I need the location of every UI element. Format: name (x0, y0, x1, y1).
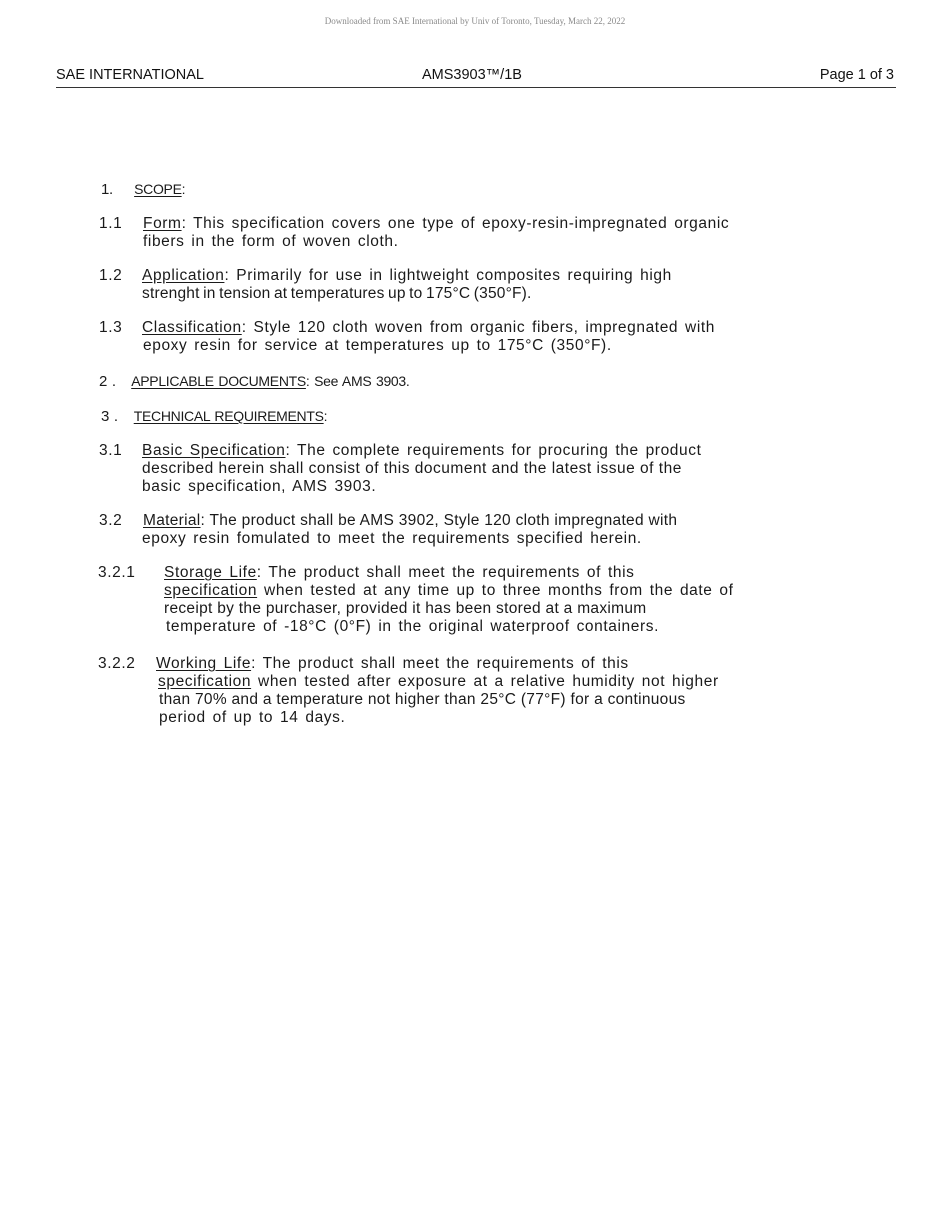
paragraph-number: 3.1 (99, 442, 123, 459)
paragraph-number: 1.1 (99, 215, 123, 232)
paragraph-line: than 70% and a temperature not higher than 25°C (77°F) for a continuous (159, 691, 686, 708)
paragraph-label: Classification (142, 319, 242, 336)
section-number: 2 . (99, 373, 116, 390)
organization-name: SAE INTERNATIONAL (56, 67, 204, 83)
paragraph-number: 1.3 (99, 319, 123, 336)
paragraph-number: 3.2.1 (98, 564, 136, 581)
section-3-heading (101, 407, 327, 426)
paragraph-line: : Primarily for use in lightweight composites requiring high (224, 267, 672, 284)
section-suffix: : See AMS 3903. (305, 373, 410, 389)
section-suffix: : (323, 408, 328, 424)
page-number: Page 1 of 3 (819, 67, 894, 83)
section-title: APPLICABLE DOCUMENTS (131, 373, 306, 389)
paragraph-line: when tested at any time up to three months from the date of (264, 582, 734, 599)
paragraph-line: epoxy resin for service at temperatures up to 175°C (350°F). (143, 337, 612, 354)
paragraph-line: described herein shall consist of this document and the latest issue of the (142, 460, 682, 477)
paragraph-label: Material (143, 512, 201, 529)
paragraph-label: Basic Specification (142, 442, 286, 459)
underlined-term: specification (158, 673, 252, 690)
paragraph-line: epoxy resin fomulated to meet the requirements specified herein. (142, 530, 642, 547)
paragraph-line: : Style 120 cloth woven from organic fibers, impregnated with (241, 319, 716, 336)
paragraph-label: Application (142, 267, 225, 284)
section-number: 1. (101, 181, 113, 198)
paragraph-line: basic specification, AMS 3903. (142, 478, 377, 495)
paragraph-label: Form (143, 215, 182, 232)
paragraph-line: : The product shall be AMS 3902, Style 120 cloth impregnated with (200, 512, 678, 529)
section-title: TECHNICAL REQUIREMENTS (133, 408, 324, 424)
paragraph-label: Working Life (156, 655, 252, 672)
paragraph-line: fibers in the form of woven cloth. (143, 233, 399, 250)
page-header (56, 67, 896, 88)
paragraph-line: when tested after exposure at a relative humidity not higher (258, 673, 719, 690)
paragraph-line: receipt by the purchaser, provided it has been stored at a maximum (164, 600, 647, 617)
paragraph-number: 1.2 (99, 267, 123, 284)
section-1-heading (101, 180, 185, 199)
paragraph-line: temperature of -18°C (0°F) in the original waterproof containers. (166, 618, 659, 635)
paragraph-line: period of up to 14 days. (159, 709, 346, 726)
paragraph-number: 3.2 (99, 512, 123, 529)
paragraph-line: : The product shall meet the requirements of this (256, 564, 635, 581)
paragraph-number: 3.2.2 (98, 655, 136, 672)
document-id: AMS3903™/1B (422, 67, 522, 83)
download-note: Downloaded from SAE International by Univ of Toronto, Tuesday, March 22, 2022 (324, 16, 626, 26)
paragraph-label: Storage Life (164, 564, 257, 581)
section-2-heading (99, 372, 410, 391)
section-suffix: : (181, 181, 186, 197)
paragraph-line: : The complete requirements for procuring the product (285, 442, 702, 459)
paragraph-line: : This specification covers one type of epoxy-resin-impregnated organic (181, 215, 730, 232)
section-number: 3 . (101, 408, 118, 425)
section-title: SCOPE (134, 181, 182, 197)
underlined-term: specification (164, 582, 258, 599)
paragraph-line: strenght in tension at temperatures up to 175°C (350°F). (142, 285, 532, 302)
paragraph-line: : The product shall meet the requirements of this (251, 655, 629, 672)
